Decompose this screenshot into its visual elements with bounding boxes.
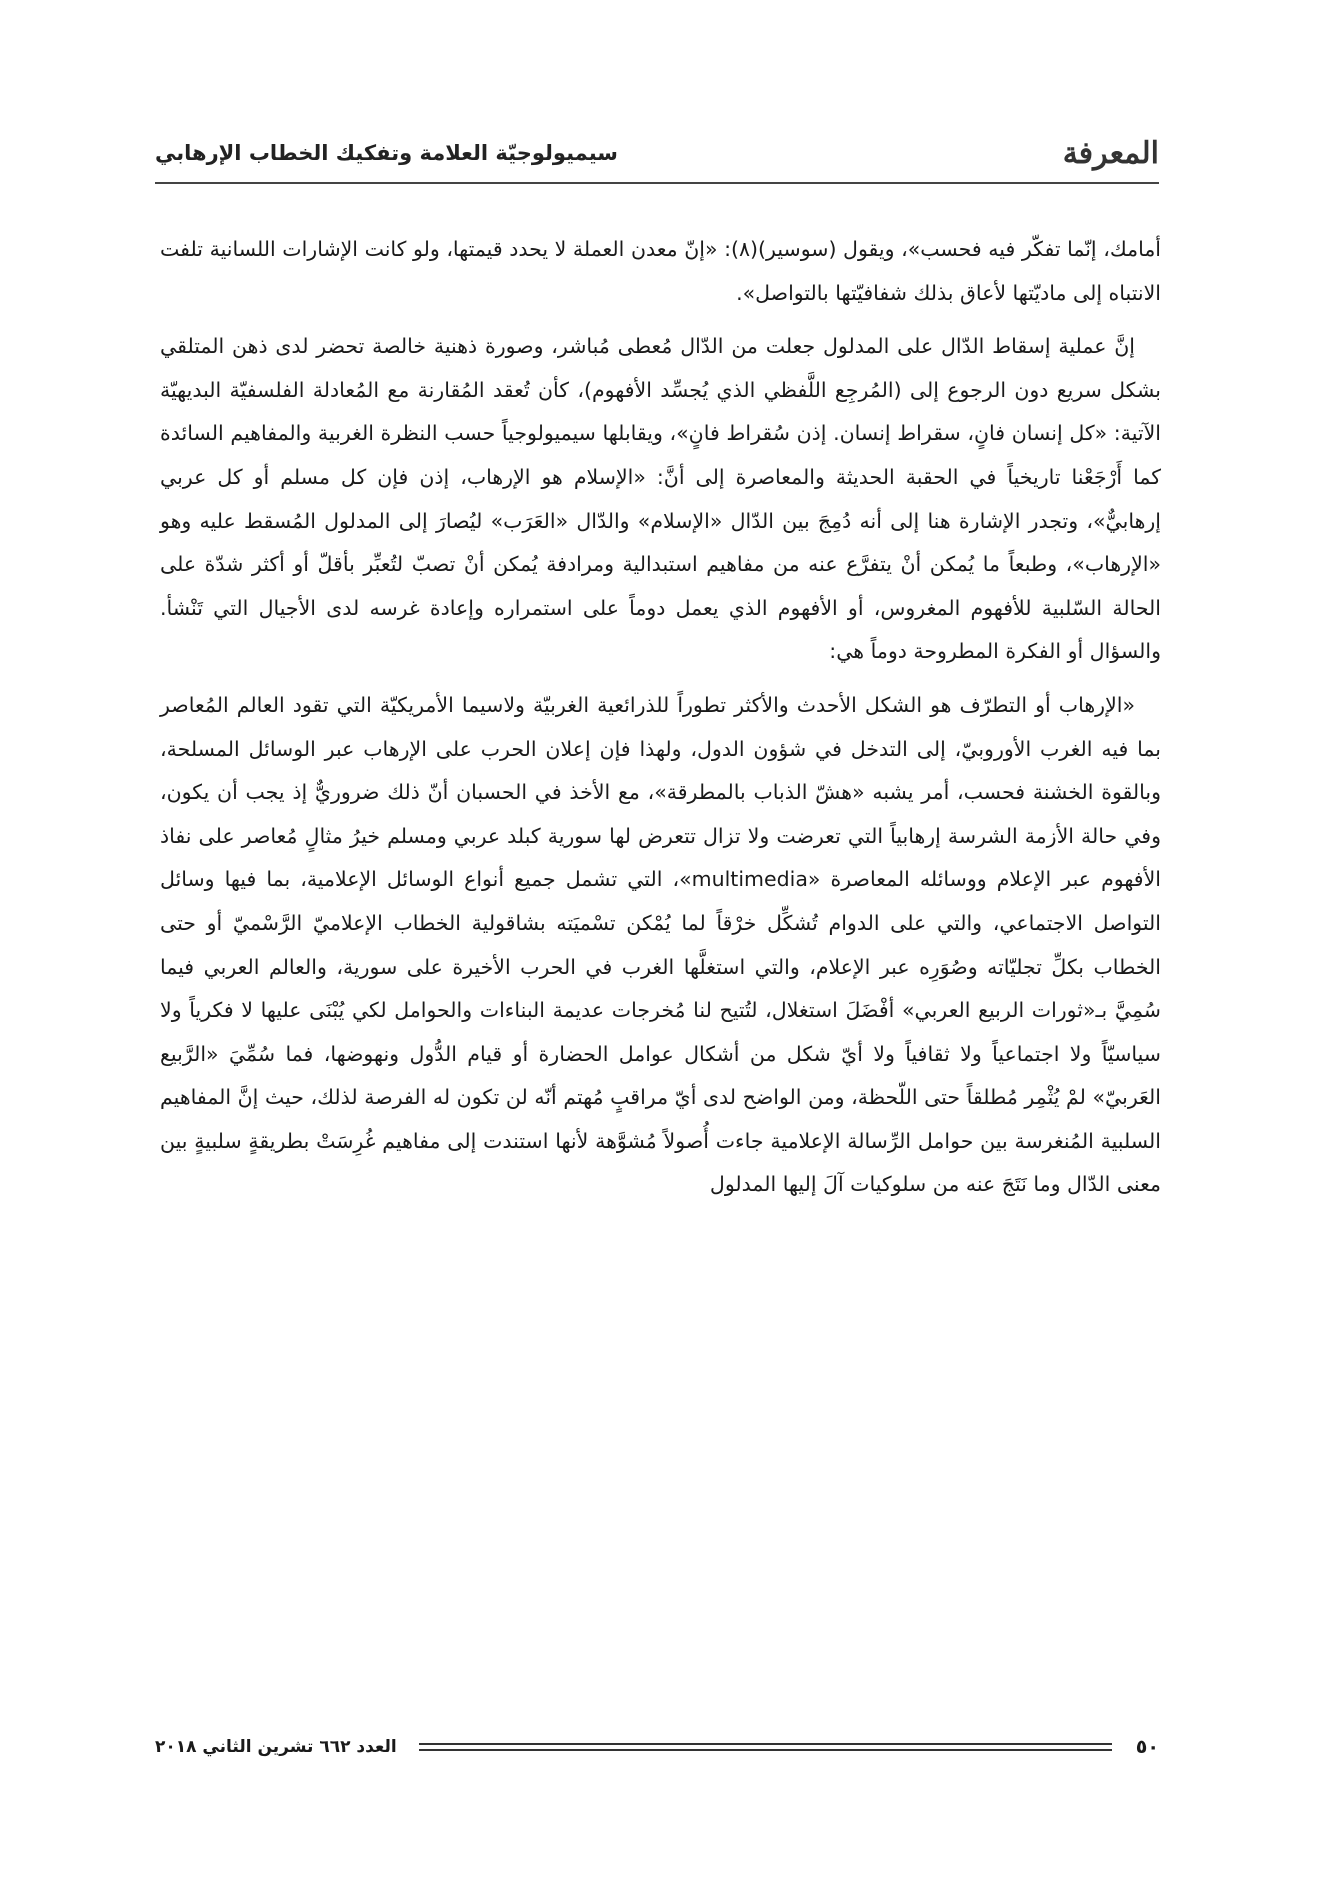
footer-rule-line	[419, 1749, 1112, 1751]
page-footer	[155, 1732, 1159, 1762]
journal-logo: المعرفة	[1062, 135, 1159, 171]
footer-rule-line	[419, 1743, 1112, 1745]
running-head	[155, 128, 1159, 178]
footer-rule	[419, 1743, 1112, 1751]
article-body	[160, 228, 1161, 1217]
issue-info: العدد ٦٦٢ تشرين الثاني ٢٠١٨	[155, 1737, 397, 1757]
page-number: ٥٠	[1135, 1736, 1159, 1758]
paragraph-1: أمامك، إنّما تفكّر فيه فحسب»، ويقول (سوسير)(٨): «إنّ معدن العملة لا يحدد قيمتها، ولو كانت الإشارات اللسانية تلفت الانتباه إلى ماديّتها لأعاق بذلك شفافيّتها بالتواصل».	[160, 237, 1161, 305]
article-title: سيميولوجيّة العلامة وتفكيك الخطاب الإرهابي	[155, 141, 618, 165]
paragraph-3-quote: «الإرهاب أو التطرّف هو الشكل الأحدث والأكثر تطوراً للذرائعية الغربيّة ولاسيما الأمريكيّة التي تقود العالم المُعاصر بما فيه الغرب الأوروبيّ، إلى التدخل في شؤون الدول، ولهذا فإن إعلان الحرب على الإرهاب عبر الوسائل المسلحة، وبالقوة الخشنة فحسب، أمر يشبه «هشّ الذباب بالمطرقة»، مع الأخذ في الحسبان أنّ ذلك ضروريٌّ إذ يجب أن يكون، وفي حالة الأزمة الشرسة إرهابياً التي تعرضت ولا تزال تتعرض لها سورية كبلد عربي ومسلم خيرُ مثالٍ مُعاصر على نفاذ الأفهوم عبر الإعلام ووسائله المعاصرة «multimedia»، التي تشمل جميع أنواع الوسائل الإعلامية، بما فيها وسائل التواصل الاجتماعي، والتي على الدوام تُشكِّل خرْقاً لما يُمْكن تسْميَته بشاقولية الخطاب الإعلاميّ الرَّسْميّ أو حتى الخطاب بكلِّ تجليّاته وصُوَرِه عبر الإعلام، والتي استغلَّها الغرب في الحرب الأخيرة على سورية، والعالم العربي فيما سُمِيَّ بـ«ثورات الربيع العربي» أفْضَلَ استغلال، لتُتيح لنا مُخرجات عديمة البناءات والحوامل لكي يُبْنَى عليها لا فكرياً ولا سياسيّاً ولا اجتماعياً ولا ثقافياً ولا أيّ شكل من أشكال عوامل الحضارة أو قيام الدُّول ونهوضها، فما سُمِّيَ «الرَّبيع العَربيّ» لمْ يُثْمِر مُطلقاً حتى اللّحظة، ومن الواضح لدى أيّ مراقبٍ مُهتم أنّه لن تكون له الفرصة لذلك، حيث إنَّ المفاهيم السلبية المُنغرسة بين حوامل الرِّسالة الإعلامية جاءت أُصولاً مُشوَّهة لأنها استندت إلى مفاهيم غُرِسَتْ بطريقةٍ سلبيةٍ بين معنى الدّال وما نَتَجَ عنه من سلوكيات آلَ إليها المدلول	[160, 692, 1161, 1197]
paragraph-2: إنَّ عملية إسقاط الدّال على المدلول جعلت من الدّال مُعطى مُباشر، وصورة ذهنية خالصة تحضر لدى ذهن المتلقي بشكل سريع دون الرجوع إلى (المُرجِع اللَّفظي الذي يُجسِّد الأفهوم)، كأن تُعقد المُقارنة مع المُعادلة الفلسفيّة البديهيّة الآتية: «كل إنسان فانٍ، سقراط إنسان. إذن سُقراط فانٍ»، ويقابلها سيميولوجياً حسب النظرة الغربية والمفاهيم السائدة كما أَرْجَعْنا تاريخياً في الحقبة الحديثة والمعاصرة إلى أنَّ: «الإسلام هو الإرهاب، إذن فإن كل مسلم أو كل عربي إرهابيٌّ»، وتجدر الإشارة هنا إلى أنه دُمِجَ بين الدّال «الإسلام» والدّال «العَرَب» ليُصارَ إلى المدلول المُسقط عليه وهو «الإرهاب»، وطبعاً ما يُمكن أنْ يتفرَّع عنه من مفاهيم استبدالية ومرادفة يُمكن أنْ تصبّ لتُعبِّر بأقلّ أو أكثر شدّة على الحالة السّلبية للأفهوم المغروس، أو الأفهوم الذي يعمل دوماً على استمراره وإعادة غرسه لدى الأجيال التي تَنْشأ. والسؤال أو الفكرة المطروحة دوماً هي:	[160, 334, 1161, 664]
header-rule	[155, 182, 1159, 184]
